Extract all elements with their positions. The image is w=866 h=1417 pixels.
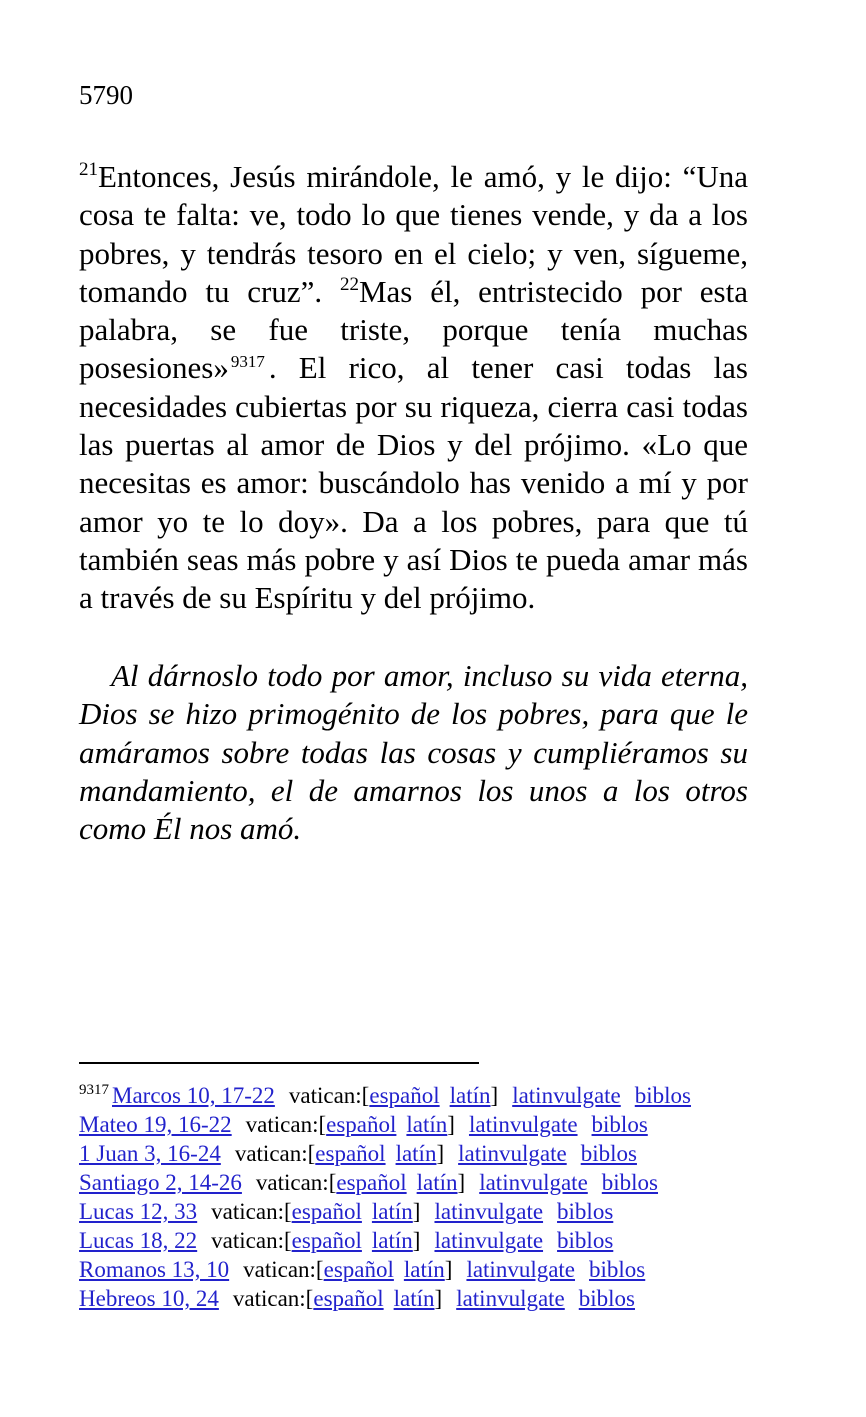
bracket-close: ] (490, 1083, 499, 1108)
latin-link[interactable]: latín (449, 1083, 491, 1108)
vatican-label: vatican:[ (288, 1083, 370, 1108)
latin-link[interactable]: latín (371, 1199, 413, 1224)
bible-reference-link[interactable]: Santiago 2, 14-26 (79, 1170, 242, 1195)
italic-paragraph: Al dárnoslo todo por amor, incluso su vida eterna, Dios se hizo primogénito de los pobres, para que le amáramos sobre todas las cosas y cumpliéramos su mandamiento, el de amarnos los unos a los otros como Él nos amó. (79, 658, 748, 847)
vatican-label: vatican:[ (211, 1228, 292, 1253)
paragraph-text: Entonces, Jesús mirándole, le amó, y le dijo: “Una cosa te falta: ve, todo lo que tienes vende, y da a los pobres, y tendrás tesoro en el cielo; y ven, sígueme, tomando tu cruz”. (79, 159, 748, 309)
biblos-link[interactable]: biblos (580, 1141, 637, 1166)
latinvulgate-link[interactable]: latinvulgate (456, 1286, 565, 1311)
espanol-link[interactable]: español (336, 1170, 407, 1195)
latin-link[interactable]: latín (393, 1286, 435, 1311)
footnote-reference[interactable]: 9317 (230, 352, 265, 372)
bracket-close: ] (444, 1257, 453, 1282)
latinvulgate-link[interactable]: latinvulgate (512, 1083, 621, 1108)
bracket-close: ] (457, 1170, 466, 1195)
latin-link[interactable]: latín (403, 1257, 445, 1282)
footnote-line (79, 1139, 779, 1168)
biblos-link[interactable]: biblos (591, 1112, 648, 1137)
biblos-link[interactable]: biblos (557, 1228, 614, 1253)
body-paragraph (79, 158, 748, 618)
footnote-line (79, 1226, 779, 1255)
bracket-close: ] (412, 1228, 421, 1253)
footnote-divider (79, 1062, 479, 1064)
verse-number: 22 (339, 273, 359, 295)
bible-reference-link[interactable]: Romanos 13, 10 (79, 1257, 230, 1282)
bible-reference-link[interactable]: Lucas 12, 33 (79, 1199, 198, 1224)
vatican-label: vatican:[ (255, 1170, 337, 1195)
latin-link[interactable]: latín (406, 1112, 448, 1137)
vatican-label: vatican:[ (232, 1286, 314, 1311)
biblos-link[interactable]: biblos (601, 1170, 659, 1195)
footnote-line (79, 1081, 779, 1110)
latin-link[interactable]: latín (395, 1141, 437, 1166)
vatican-label: vatican:[ (211, 1199, 292, 1224)
verse-number: 21 (79, 159, 98, 180)
bible-reference-link[interactable]: Marcos 10, 17-22 (112, 1083, 275, 1108)
espanol-link[interactable]: español (291, 1199, 362, 1224)
bible-reference-link[interactable]: Hebreos 10, 24 (79, 1286, 219, 1311)
footnote-line (79, 1255, 779, 1284)
latinvulgate-link[interactable]: latinvulgate (434, 1199, 544, 1224)
bracket-close: ] (447, 1112, 455, 1137)
latin-link[interactable]: latín (371, 1228, 413, 1253)
espanol-link[interactable]: español (369, 1083, 440, 1108)
footnote-line (79, 1197, 779, 1226)
bracket-close: ] (434, 1286, 443, 1311)
vatican-label: vatican:[ (245, 1112, 327, 1137)
bible-reference-link[interactable]: Mateo 19, 16-22 (79, 1112, 232, 1137)
latinvulgate-link[interactable]: latinvulgate (479, 1170, 588, 1195)
page-number: 5790 (79, 80, 133, 110)
paragraph-text: Mas él, entristecido por esta palabra, se fue triste, porque tenía muchas posesiones» (79, 273, 748, 386)
biblos-link[interactable]: biblos (557, 1199, 614, 1224)
footnote-line (79, 1168, 779, 1197)
footnote-line (79, 1110, 779, 1139)
footnote-block (79, 1081, 779, 1313)
footnote-line (79, 1284, 779, 1313)
footnote-number: 9317 (79, 1082, 109, 1098)
espanol-link[interactable]: español (323, 1257, 394, 1282)
paragraph-text: . El rico, al tener casi todas las necesidades cubiertas por su riqueza, cierra casi todas las puertas al amor de Dios y del prójimo. «Lo que necesitas es amor: buscándolo has venido a mí y por amor yo te lo doy». Da a los pobres, para que tú también seas más pobre y así Dios te pueda amar más a través de su Espíritu y del prójimo. (79, 350, 748, 616)
vatican-label: vatican:[ (234, 1141, 316, 1166)
latinvulgate-link[interactable]: latinvulgate (466, 1257, 576, 1282)
latinvulgate-link[interactable]: latinvulgate (458, 1141, 567, 1166)
espanol-link[interactable]: español (315, 1141, 386, 1166)
biblos-link[interactable]: biblos (578, 1286, 635, 1311)
espanol-link[interactable]: español (291, 1228, 362, 1253)
bible-reference-link[interactable]: 1 Juan 3, 16-24 (79, 1141, 221, 1166)
biblos-link[interactable]: biblos (589, 1257, 646, 1282)
biblos-link[interactable]: biblos (634, 1083, 691, 1108)
bracket-close: ] (412, 1199, 421, 1224)
bracket-close: ] (436, 1141, 445, 1166)
espanol-link[interactable]: español (326, 1112, 397, 1137)
latinvulgate-link[interactable]: latinvulgate (434, 1228, 544, 1253)
latin-link[interactable]: latín (416, 1170, 458, 1195)
espanol-link[interactable]: español (313, 1286, 384, 1311)
bible-reference-link[interactable]: Lucas 18, 22 (79, 1228, 198, 1253)
latinvulgate-link[interactable]: latinvulgate (468, 1112, 578, 1137)
vatican-label: vatican:[ (243, 1257, 324, 1282)
